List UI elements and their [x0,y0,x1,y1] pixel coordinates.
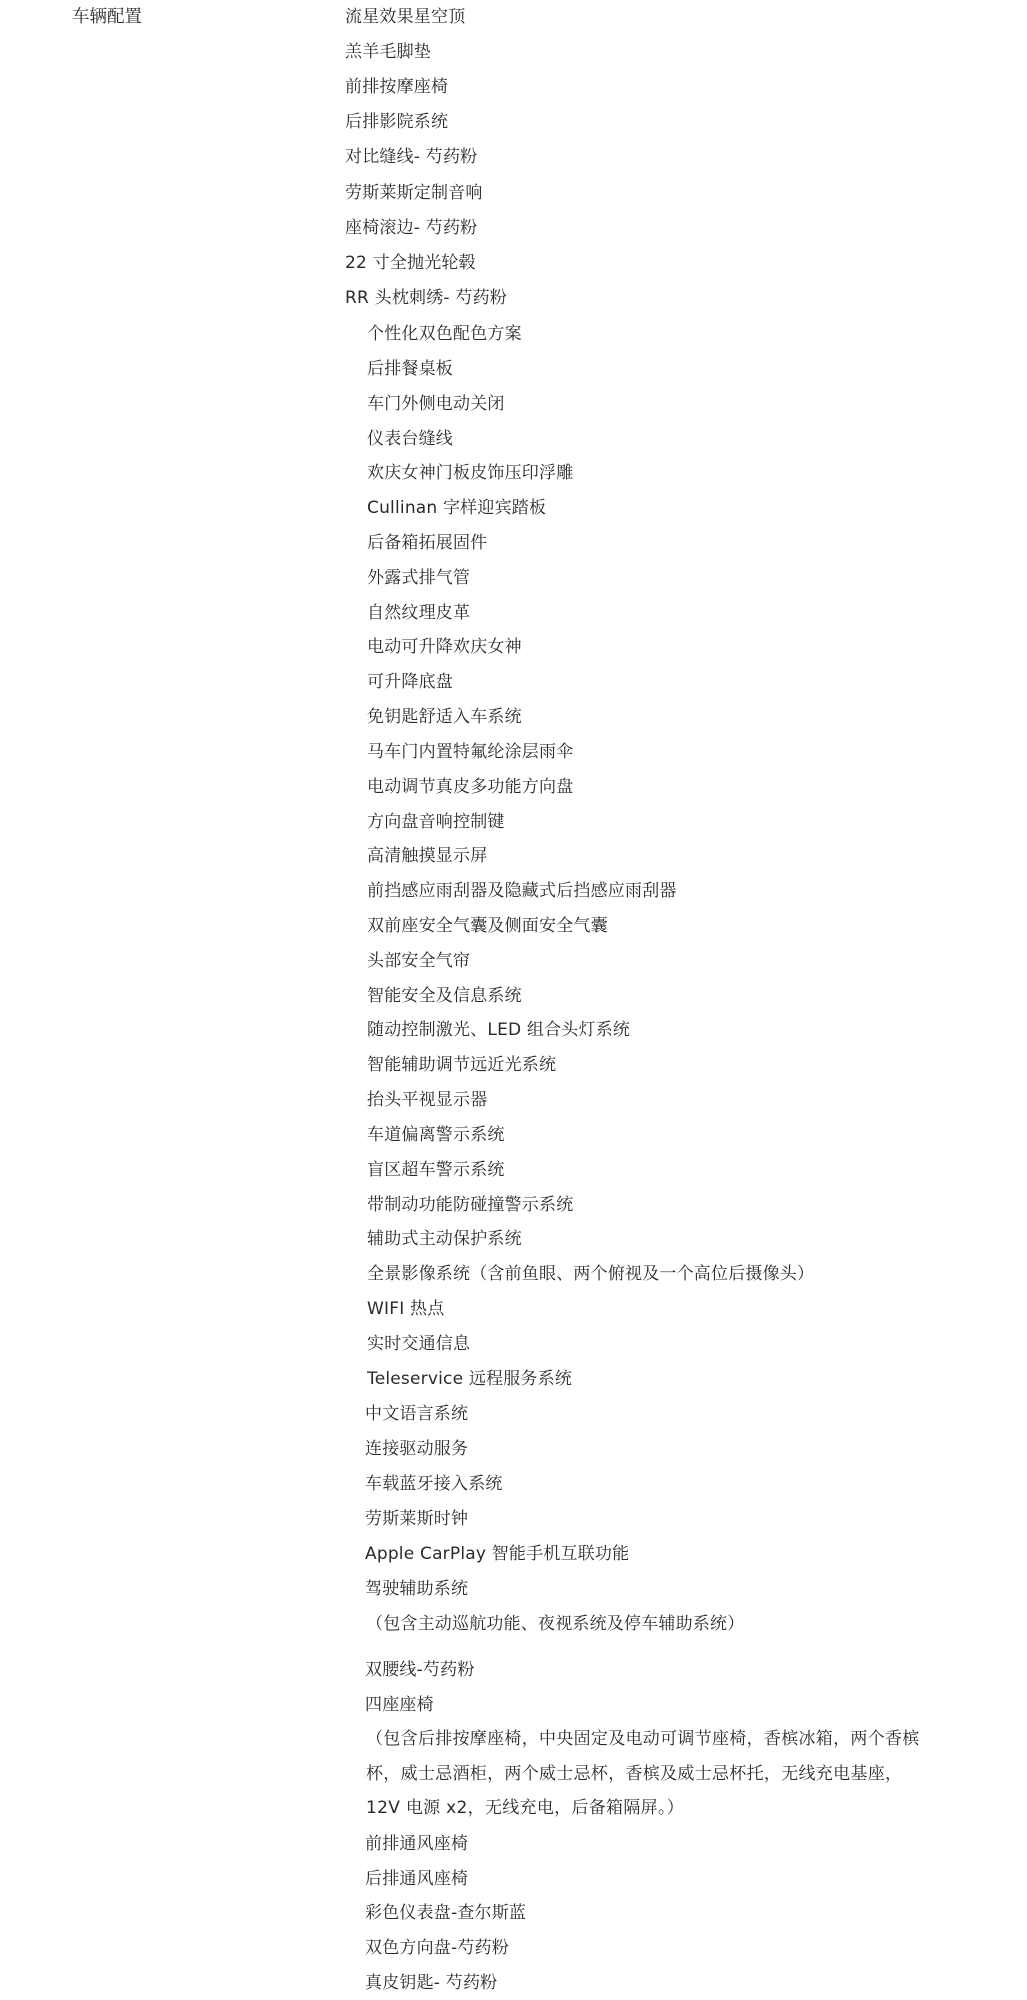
list-item-note: （包含主动巡航功能、夜视系统及停车辅助系统） [366,1614,745,1634]
list-item: 外露式排气管 [367,568,471,588]
list-item: 电动可升降欢庆女神 [367,637,522,657]
list-item: 智能安全及信息系统 [367,986,522,1006]
list-item: 带制动功能防碰撞警示系统 [367,1195,574,1215]
list-item: 辅助式主动保护系统 [367,1229,522,1249]
list-item: 劳斯莱斯定制音响 [345,183,483,203]
list-item: 车载蓝牙接入系统 [365,1474,503,1494]
list-item: 后排影院系统 [345,112,449,132]
list-item: Teleservice 远程服务系统 [367,1369,573,1389]
list-item: 对比缝线- 芍药粉 [345,147,478,167]
list-item: 后排餐桌板 [367,359,453,379]
list-item: 前排按摩座椅 [345,77,449,97]
list-item: 免钥匙舒适入车系统 [367,707,522,727]
list-item: 劳斯莱斯时钟 [365,1509,469,1529]
list-item: 流星效果星空顶 [345,7,466,27]
list-item-note-paragraph: （包含后排按摩座椅，中央固定及电动可调节座椅，香槟冰箱，两个香槟杯，威士忌酒柜，两个威士忌杯，香槟及威士忌杯托，无线充电基座，12V 电源 x2，无线充电，后备箱隔屏。） [366,1729,920,1819]
list-item: RR 头枕刺绣- 芍药粉 [345,288,507,308]
list-item: 双前座安全气囊及侧面安全气囊 [367,916,608,936]
list-item: 实时交通信息 [367,1334,471,1354]
list-item: 羔羊毛脚垫 [345,42,431,62]
list-item: 抬头平视显示器 [367,1090,488,1110]
list-item: 双腰线-芍药粉 [365,1660,475,1680]
list-item: 自然纹理皮革 [367,603,471,623]
list-item: 马车门内置特氟纶涂层雨伞 [367,742,574,762]
list-item: 随动控制激光、LED 组合头灯系统 [367,1020,631,1040]
list-item: 22 寸全抛光轮毂 [345,253,476,273]
list-item: 盲区超车警示系统 [367,1160,505,1180]
list-item: 个性化双色配色方案 [367,324,522,344]
list-item: 头部安全气帘 [367,951,471,971]
list-item: 四座座椅 [365,1695,434,1715]
list-item: 前挡感应雨刮器及隐藏式后挡感应雨刮器 [367,881,677,901]
list-item: 后备箱拓展固件 [367,533,488,553]
list-item: 可升降底盘 [367,672,453,692]
list-item: 真皮钥匙- 芍药粉 [365,1973,498,1993]
list-item: 连接驱动服务 [365,1439,469,1459]
list-item: 智能辅助调节远近光系统 [367,1055,557,1075]
list-item: Cullinan 字样迎宾踏板 [367,498,547,518]
section-title: 车辆配置 [72,7,142,27]
list-item: 车道偏离警示系统 [367,1125,505,1145]
list-item: 双色方向盘-芍药粉 [365,1938,509,1958]
list-item: 前排通风座椅 [365,1834,469,1854]
list-item: 电动调节真皮多功能方向盘 [367,777,574,797]
list-item: 座椅滚边- 芍药粉 [345,218,478,238]
list-item: 后排通风座椅 [365,1869,469,1889]
list-item: WIFI 热点 [367,1299,445,1319]
list-item: 中文语言系统 [365,1404,469,1424]
list-item: 车门外侧电动关闭 [367,394,505,414]
list-item: 全景影像系统（含前鱼眼、两个俯视及一个高位后摄像头） [367,1264,815,1284]
list-item: 仪表台缝线 [367,429,453,449]
list-item: 彩色仪表盘-查尔斯蓝 [365,1903,527,1923]
list-item: 高清触摸显示屏 [367,846,488,866]
list-item: 方向盘音响控制键 [367,812,505,832]
list-item: 欢庆女神门板皮饰压印浮雕 [367,463,574,483]
list-item: Apple CarPlay 智能手机互联功能 [365,1544,630,1564]
list-item: 驾驶辅助系统 [365,1579,469,1599]
